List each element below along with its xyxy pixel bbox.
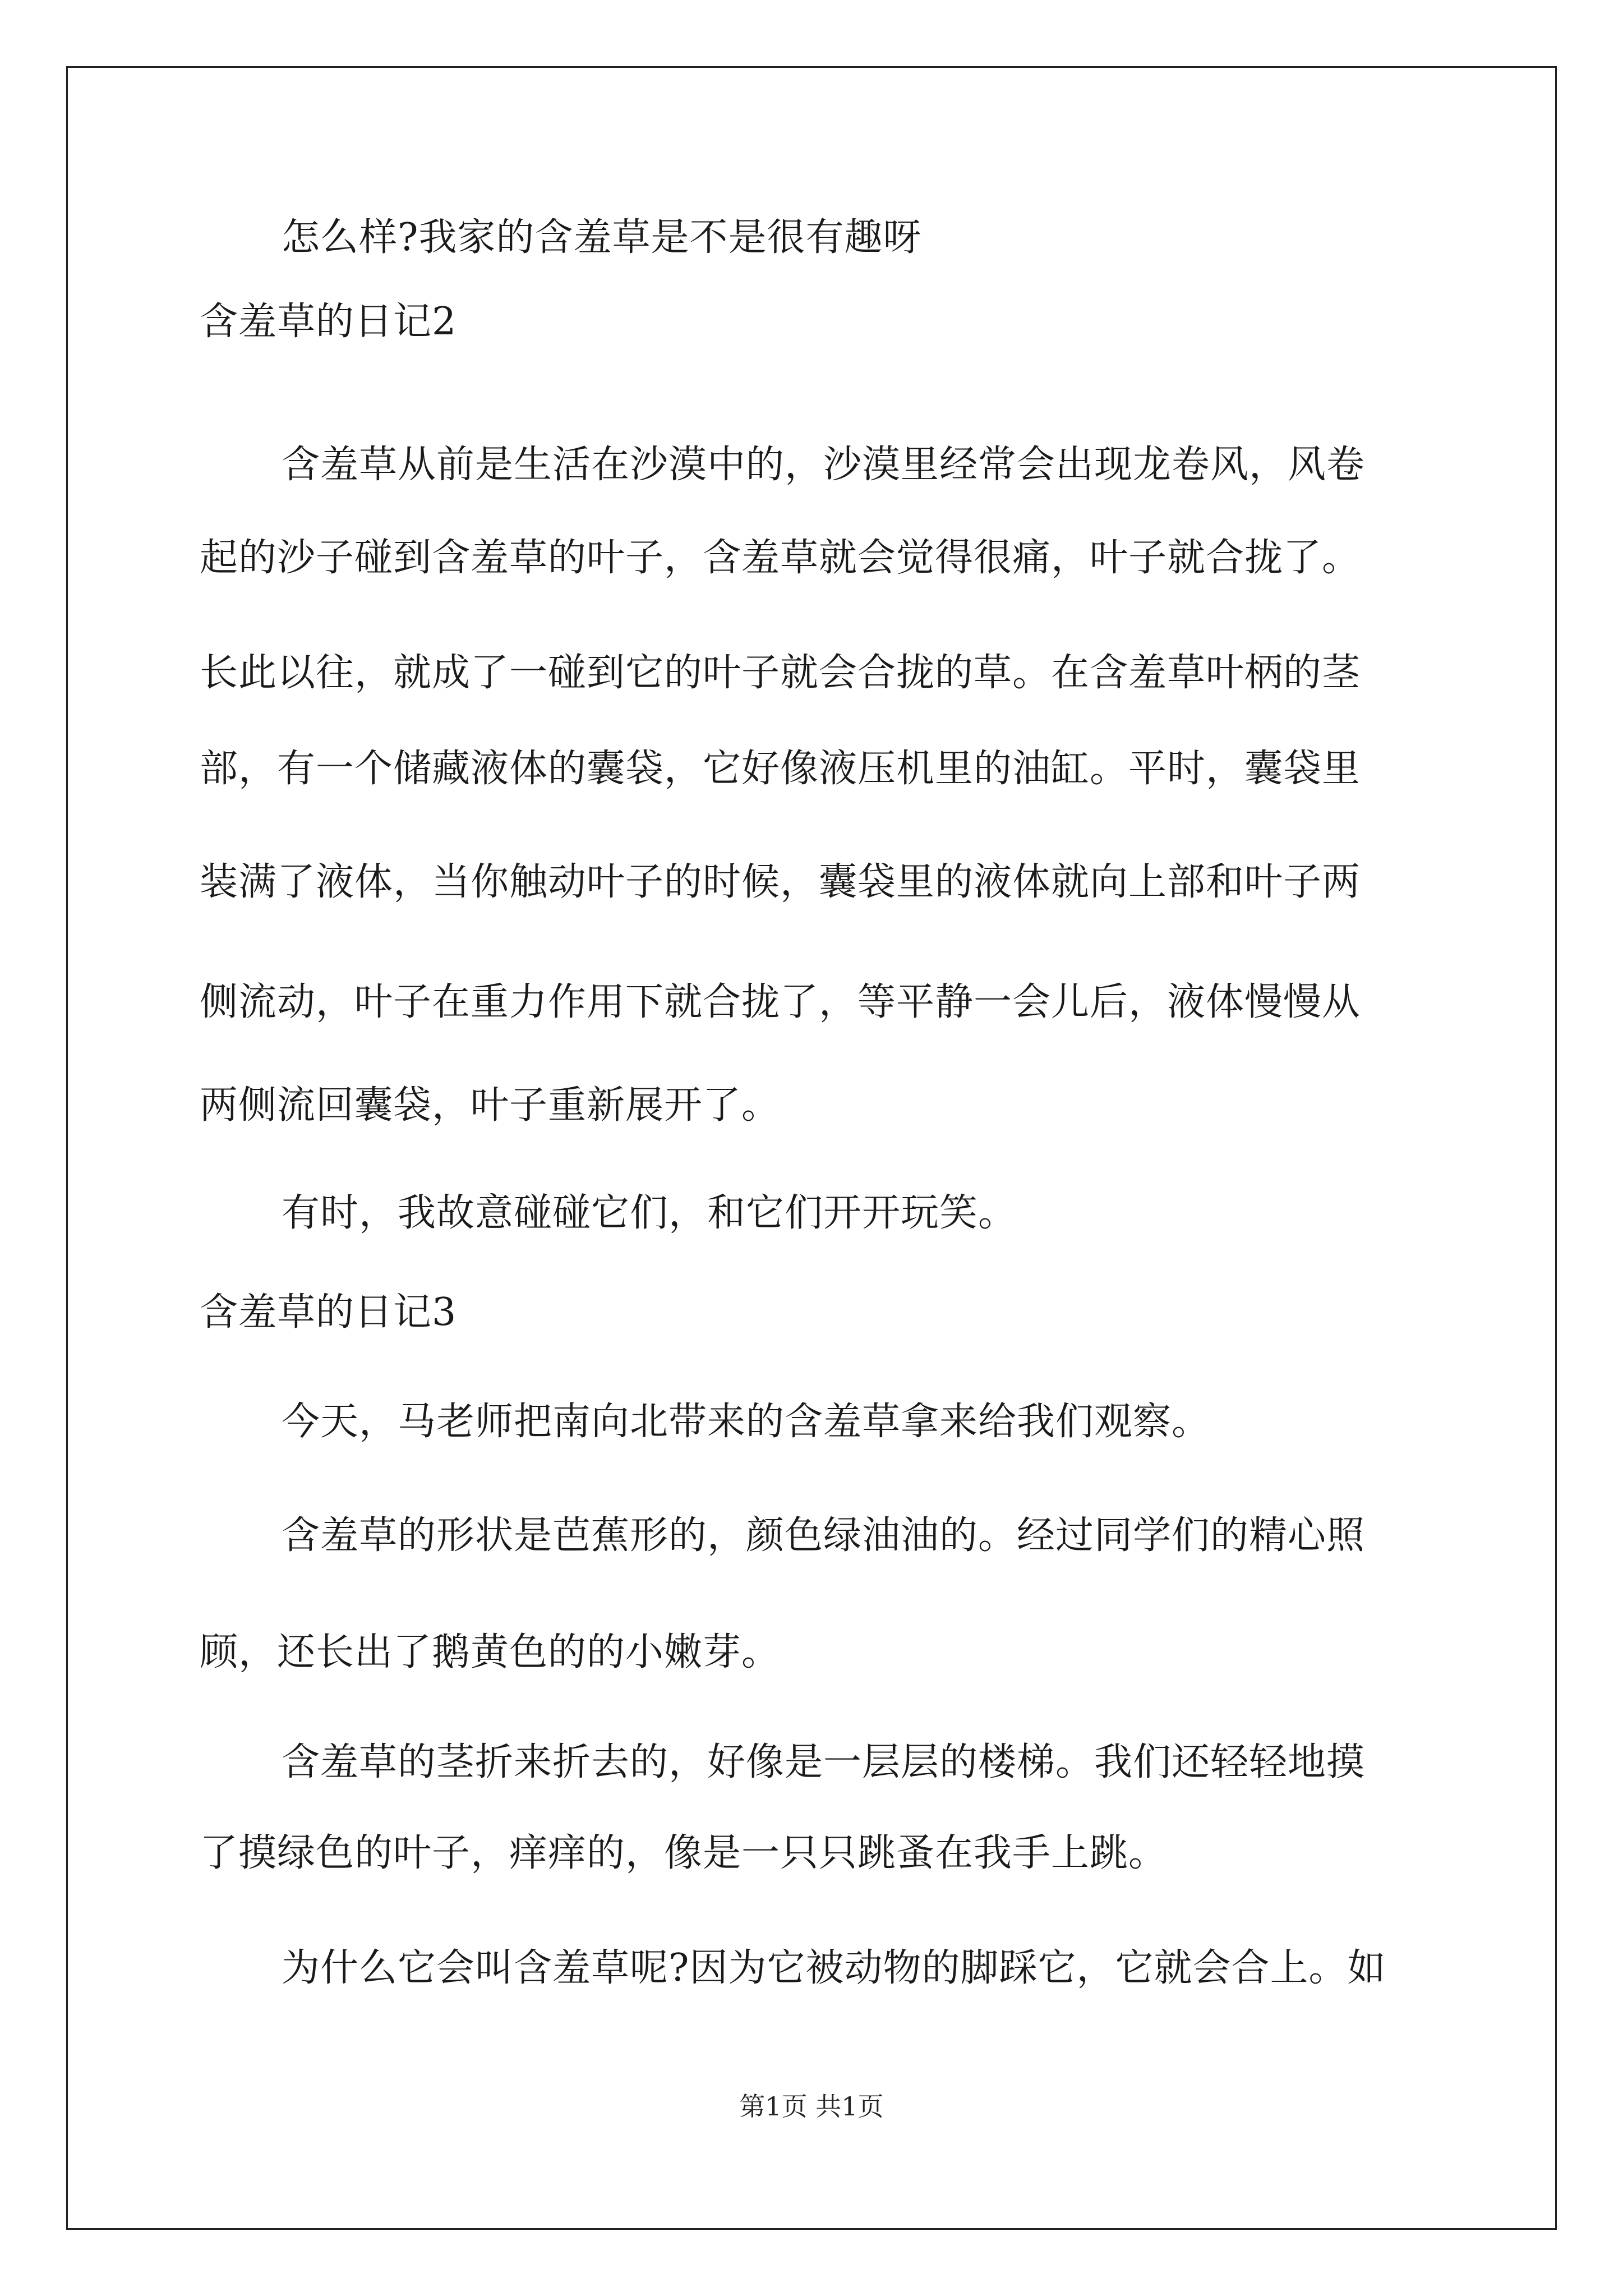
paragraph-line: 怎么样?我家的含羞草是不是很有趣呀 bbox=[282, 215, 922, 260]
page-border bbox=[66, 66, 1557, 2230]
paragraph-line: 有时，我故意碰碰它们，和它们开开玩笑。 bbox=[282, 1191, 1017, 1235]
paragraph-line: 两侧流回囊袋，叶子重新展开了。 bbox=[200, 1083, 781, 1128]
paragraph-line: 部，有一个储藏液体的囊袋，它好像液压机里的油缸。平时，囊袋里 bbox=[200, 747, 1361, 791]
page-footer: 第1页 共1页 bbox=[739, 2091, 884, 2122]
paragraph-line: 含羞草的茎折来折去的，好像是一层层的楼梯。我们还轻轻地摸 bbox=[282, 1740, 1366, 1784]
paragraph-line: 了摸绿色的叶子，痒痒的，像是一只只跳蚤在我手上跳。 bbox=[200, 1831, 1168, 1875]
section-heading: 含羞草的日记3 bbox=[200, 1290, 457, 1335]
paragraph-line: 含羞草的形状是芭蕉形的，颜色绿油油的。经过同学们的精心照 bbox=[282, 1513, 1366, 1558]
paragraph-line: 今天，马老师把南向北带来的含羞草拿来给我们观察。 bbox=[282, 1400, 1211, 1444]
paragraph-line: 为什么它会叫含羞草呢?因为它被动物的脚踩它，它就会合上。如 bbox=[282, 1946, 1386, 1990]
paragraph-line: 长此以往，就成了一碰到它的叶子就会合拢的草。在含羞草叶柄的茎 bbox=[200, 651, 1361, 695]
section-heading: 含羞草的日记2 bbox=[200, 300, 457, 344]
paragraph-line: 起的沙子碰到含羞草的叶子，含羞草就会觉得很痛，叶子就合拢了。 bbox=[200, 536, 1361, 580]
paragraph-line: 侧流动，叶子在重力作用下就合拢了，等平静一会儿后，液体慢慢从 bbox=[200, 980, 1361, 1024]
paragraph-line: 装满了液体，当你触动叶子的时候，囊袋里的液体就向上部和叶子两 bbox=[200, 860, 1361, 904]
paragraph-line: 含羞草从前是生活在沙漠中的，沙漠里经常会出现龙卷风，风卷 bbox=[282, 443, 1366, 487]
paragraph-line: 顾，还长出了鹅黄色的的小嫩芽。 bbox=[200, 1630, 781, 1674]
